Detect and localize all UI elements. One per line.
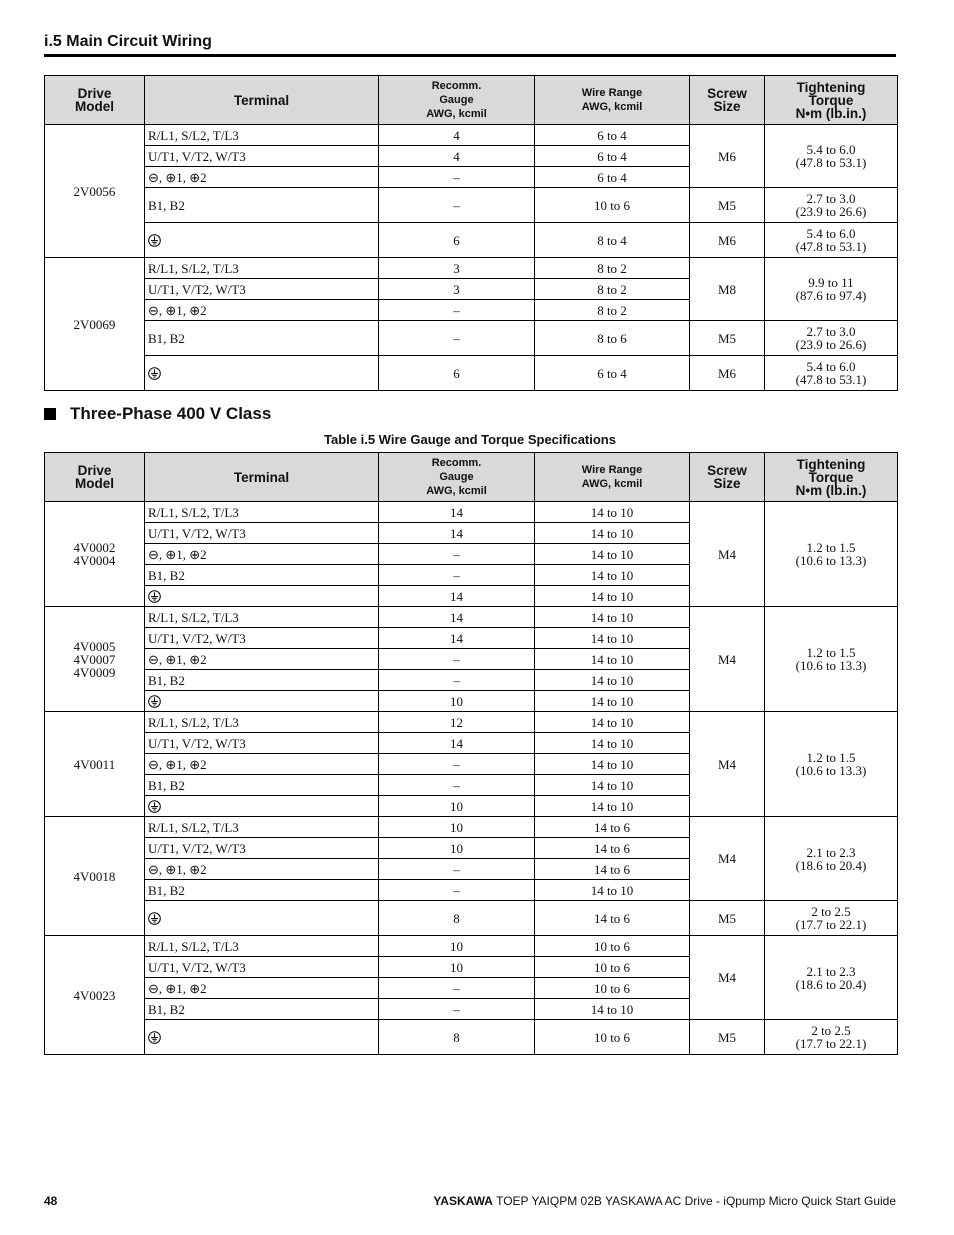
recomm-gauge-cell: – [379, 999, 535, 1020]
recomm-gauge-cell: 10 [379, 817, 535, 838]
recomm-gauge-cell: – [379, 978, 535, 999]
terminal-cell: U/T1, V/T2, W/T3 [145, 523, 379, 544]
tightening-torque-cell: 9.9 to 11 (87.6 to 97.4) [765, 258, 898, 321]
recomm-gauge-cell: – [379, 188, 535, 223]
wire-range-cell: 10 to 6 [535, 957, 690, 978]
terminal-cell: B1, B2 [145, 880, 379, 901]
recomm-gauge-cell: 14 [379, 733, 535, 754]
ground-terminal-icon [148, 1031, 161, 1044]
tightening-torque-cell: 5.4 to 6.0 (47.8 to 53.1) [765, 223, 898, 258]
ground-terminal-icon [148, 590, 161, 603]
recomm-gauge-cell: – [379, 775, 535, 796]
terminal-cell: U/T1, V/T2, W/T3 [145, 628, 379, 649]
tightening-torque-cell: 2.1 to 2.3 (18.6 to 20.4) [765, 936, 898, 1020]
terminal-cell: R/L1, S/L2, T/L3 [145, 502, 379, 523]
recomm-gauge-cell: 14 [379, 607, 535, 628]
wire-range-cell: 10 to 6 [535, 1020, 690, 1055]
wire-range-cell: 14 to 10 [535, 586, 690, 607]
table-body [45, 125, 898, 391]
tightening-torque-cell: 5.4 to 6.0 (47.8 to 53.1) [765, 356, 898, 391]
table-row [45, 712, 898, 733]
table-row [45, 258, 898, 279]
wire-range-cell: 6 to 4 [535, 356, 690, 391]
table-row [45, 936, 898, 957]
terminal-cell: R/L1, S/L2, T/L3 [145, 607, 379, 628]
screw-size-cell: M6 [690, 356, 765, 391]
recomm-gauge-cell: 3 [379, 279, 535, 300]
ground-terminal-icon [148, 234, 161, 247]
recomm-gauge-cell: 3 [379, 258, 535, 279]
table-row [45, 817, 898, 838]
table-row [45, 607, 898, 628]
recomm-gauge-cell: 10 [379, 936, 535, 957]
recomm-gauge-cell: – [379, 670, 535, 691]
recomm-gauge-cell: 12 [379, 712, 535, 733]
tightening-torque-cell: 1.2 to 1.5 (10.6 to 13.3) [765, 712, 898, 817]
terminal-cell: R/L1, S/L2, T/L3 [145, 817, 379, 838]
wire-range-cell: 8 to 2 [535, 300, 690, 321]
recomm-gauge-cell: 10 [379, 691, 535, 712]
col-header-wire-range: Wire Range AWG, kcmil [535, 453, 690, 502]
wire-range-cell: 6 to 4 [535, 146, 690, 167]
terminal-cell [145, 796, 379, 817]
wire-range-cell: 14 to 6 [535, 859, 690, 880]
table-row [45, 223, 898, 258]
terminal-cell: U/T1, V/T2, W/T3 [145, 733, 379, 754]
screw-size-cell: M8 [690, 258, 765, 321]
terminal-cell [145, 691, 379, 712]
wire-range-cell: 10 to 6 [535, 936, 690, 957]
ground-terminal-icon [148, 912, 161, 925]
wire-range-cell: 14 to 10 [535, 523, 690, 544]
wire-range-cell: 8 to 6 [535, 321, 690, 356]
table-caption: Table i.5 Wire Gauge and Torque Specifications [324, 432, 616, 447]
recomm-gauge-cell: 10 [379, 838, 535, 859]
table-row [45, 125, 898, 146]
wire-range-cell: 14 to 10 [535, 880, 690, 901]
table-row [45, 188, 898, 223]
tightening-torque-cell: 1.2 to 1.5 (10.6 to 13.3) [765, 607, 898, 712]
recomm-gauge-cell: – [379, 300, 535, 321]
ground-terminal-icon [148, 800, 161, 813]
tightening-torque-cell: 2.1 to 2.3 (18.6 to 20.4) [765, 817, 898, 901]
recomm-gauge-cell: 8 [379, 901, 535, 936]
screw-size-cell: M6 [690, 125, 765, 188]
wire-range-cell: 14 to 10 [535, 691, 690, 712]
wire-range-cell: 8 to 4 [535, 223, 690, 258]
section-header: i.5 Main Circuit Wiring [44, 33, 896, 57]
screw-size-cell: M4 [690, 502, 765, 607]
recomm-gauge-cell: – [379, 880, 535, 901]
wire-range-cell: 14 to 10 [535, 565, 690, 586]
terminal-cell: U/T1, V/T2, W/T3 [145, 279, 379, 300]
screw-size-cell: M4 [690, 607, 765, 712]
section-title-text: Three-Phase 400 V Class [70, 404, 272, 423]
screw-size-cell: M4 [690, 817, 765, 901]
screw-size-cell: M4 [690, 936, 765, 1020]
wire-range-cell: 14 to 10 [535, 796, 690, 817]
col-header-wire-range: Wire Range AWG, kcmil [535, 76, 690, 125]
screw-size-cell: M5 [690, 901, 765, 936]
recomm-gauge-cell: – [379, 321, 535, 356]
terminal-cell: ⊖, ⊕1, ⊕2 [145, 649, 379, 670]
wire-gauge-table-400v [44, 452, 898, 1055]
recomm-gauge-cell: 6 [379, 223, 535, 258]
recomm-gauge-cell: – [379, 544, 535, 565]
table-row [45, 502, 898, 523]
wire-range-cell: 14 to 10 [535, 670, 690, 691]
wire-range-cell: 14 to 10 [535, 775, 690, 796]
screw-size-cell: M4 [690, 712, 765, 817]
terminal-cell: B1, B2 [145, 321, 379, 356]
wire-range-cell: 14 to 6 [535, 838, 690, 859]
col-header-recomm-gauge: Recomm. Gauge AWG, kcmil [379, 453, 535, 502]
terminal-cell [145, 356, 379, 391]
tightening-torque-cell: 5.4 to 6.0 (47.8 to 53.1) [765, 125, 898, 188]
tightening-torque-cell: 2 to 2.5 (17.7 to 22.1) [765, 1020, 898, 1055]
terminal-cell: U/T1, V/T2, W/T3 [145, 957, 379, 978]
footer-doc-title [433, 1194, 896, 1208]
col-header-terminal: Terminal [145, 453, 379, 502]
recomm-gauge-cell: 14 [379, 586, 535, 607]
wire-range-cell: 14 to 6 [535, 817, 690, 838]
terminal-cell: B1, B2 [145, 775, 379, 796]
recomm-gauge-cell: 4 [379, 125, 535, 146]
drive-model-cell: 2V0069 [45, 258, 145, 391]
table-row [45, 356, 898, 391]
terminal-cell [145, 1020, 379, 1055]
section-title-400v [44, 404, 271, 424]
wire-range-cell: 10 to 6 [535, 978, 690, 999]
wire-range-cell: 6 to 4 [535, 167, 690, 188]
terminal-cell: ⊖, ⊕1, ⊕2 [145, 300, 379, 321]
wire-range-cell: 14 to 10 [535, 628, 690, 649]
wire-range-cell: 14 to 10 [535, 502, 690, 523]
recomm-gauge-cell: – [379, 565, 535, 586]
screw-size-cell: M5 [690, 188, 765, 223]
col-header-recomm-gauge: Recomm. Gauge AWG, kcmil [379, 76, 535, 125]
drive-model-cell: 4V0005 4V0007 4V0009 [45, 607, 145, 712]
wire-gauge-table-200v [44, 75, 898, 391]
table-row [45, 901, 898, 936]
wire-range-cell: 8 to 2 [535, 258, 690, 279]
screw-size-cell: M5 [690, 1020, 765, 1055]
terminal-cell: R/L1, S/L2, T/L3 [145, 936, 379, 957]
terminal-cell: ⊖, ⊕1, ⊕2 [145, 859, 379, 880]
wire-range-cell: 14 to 6 [535, 901, 690, 936]
terminal-cell: B1, B2 [145, 999, 379, 1020]
terminal-cell: B1, B2 [145, 565, 379, 586]
tightening-torque-cell: 2.7 to 3.0 (23.9 to 26.6) [765, 188, 898, 223]
terminal-cell [145, 901, 379, 936]
wire-range-cell: 8 to 2 [535, 279, 690, 300]
screw-size-cell: M6 [690, 223, 765, 258]
wire-range-cell: 14 to 10 [535, 754, 690, 775]
col-header-tightening-torque: Tightening Torque N•m (lb.in.) [765, 76, 898, 125]
tightening-torque-cell: 2 to 2.5 (17.7 to 22.1) [765, 901, 898, 936]
recomm-gauge-cell: 14 [379, 523, 535, 544]
tightening-torque-cell: 2.7 to 3.0 (23.9 to 26.6) [765, 321, 898, 356]
recomm-gauge-cell: 8 [379, 1020, 535, 1055]
table-row [45, 321, 898, 356]
recomm-gauge-cell: – [379, 754, 535, 775]
col-header-tightening-torque: Tightening Torque N•m (lb.in.) [765, 453, 898, 502]
recomm-gauge-cell: – [379, 649, 535, 670]
drive-model-cell: 4V0018 [45, 817, 145, 936]
col-header-terminal: Terminal [145, 76, 379, 125]
terminal-cell: ⊖, ⊕1, ⊕2 [145, 978, 379, 999]
wire-range-cell: 14 to 10 [535, 607, 690, 628]
recomm-gauge-cell: 14 [379, 502, 535, 523]
drive-model-cell: 4V0002 4V0004 [45, 502, 145, 607]
wire-range-cell: 14 to 10 [535, 649, 690, 670]
footer-doc-text: TOEP YAIQPM 02B YASKAWA AC Drive - iQpump Micro Quick Start Guide [492, 1194, 896, 1208]
footer-brand: YASKAWA [433, 1194, 493, 1208]
recomm-gauge-cell: 4 [379, 146, 535, 167]
wire-range-cell: 10 to 6 [535, 188, 690, 223]
wire-range-cell: 6 to 4 [535, 125, 690, 146]
drive-model-cell: 2V0056 [45, 125, 145, 258]
table-row [45, 1020, 898, 1055]
recomm-gauge-cell: 10 [379, 796, 535, 817]
terminal-cell: ⊖, ⊕1, ⊕2 [145, 167, 379, 188]
recomm-gauge-cell: 14 [379, 628, 535, 649]
wire-range-cell: 14 to 10 [535, 544, 690, 565]
page-number: 48 [44, 1194, 58, 1208]
col-header-screw-size: Screw Size [690, 453, 765, 502]
recomm-gauge-cell: – [379, 859, 535, 880]
terminal-cell: B1, B2 [145, 670, 379, 691]
drive-model-cell: 4V0023 [45, 936, 145, 1055]
terminal-cell: U/T1, V/T2, W/T3 [145, 838, 379, 859]
terminal-cell [145, 223, 379, 258]
table-body [45, 502, 898, 1055]
recomm-gauge-cell: 6 [379, 356, 535, 391]
col-header-screw-size: Screw Size [690, 76, 765, 125]
screw-size-cell: M5 [690, 321, 765, 356]
terminal-cell: B1, B2 [145, 188, 379, 223]
terminal-cell: U/T1, V/T2, W/T3 [145, 146, 379, 167]
recomm-gauge-cell: 10 [379, 957, 535, 978]
terminal-cell: R/L1, S/L2, T/L3 [145, 125, 379, 146]
ground-terminal-icon [148, 367, 161, 380]
page-footer [44, 1194, 896, 1208]
terminal-cell: R/L1, S/L2, T/L3 [145, 712, 379, 733]
ground-terminal-icon [148, 695, 161, 708]
col-header-drive-model: Drive Model [45, 76, 145, 125]
terminal-cell: R/L1, S/L2, T/L3 [145, 258, 379, 279]
terminal-cell [145, 586, 379, 607]
col-header-drive-model: Drive Model [45, 453, 145, 502]
tightening-torque-cell: 1.2 to 1.5 (10.6 to 13.3) [765, 502, 898, 607]
wire-range-cell: 14 to 10 [535, 999, 690, 1020]
terminal-cell: ⊖, ⊕1, ⊕2 [145, 754, 379, 775]
recomm-gauge-cell: – [379, 167, 535, 188]
terminal-cell: ⊖, ⊕1, ⊕2 [145, 544, 379, 565]
drive-model-cell: 4V0011 [45, 712, 145, 817]
wire-range-cell: 14 to 10 [535, 712, 690, 733]
section-bullet-icon [44, 408, 56, 420]
wire-range-cell: 14 to 10 [535, 733, 690, 754]
